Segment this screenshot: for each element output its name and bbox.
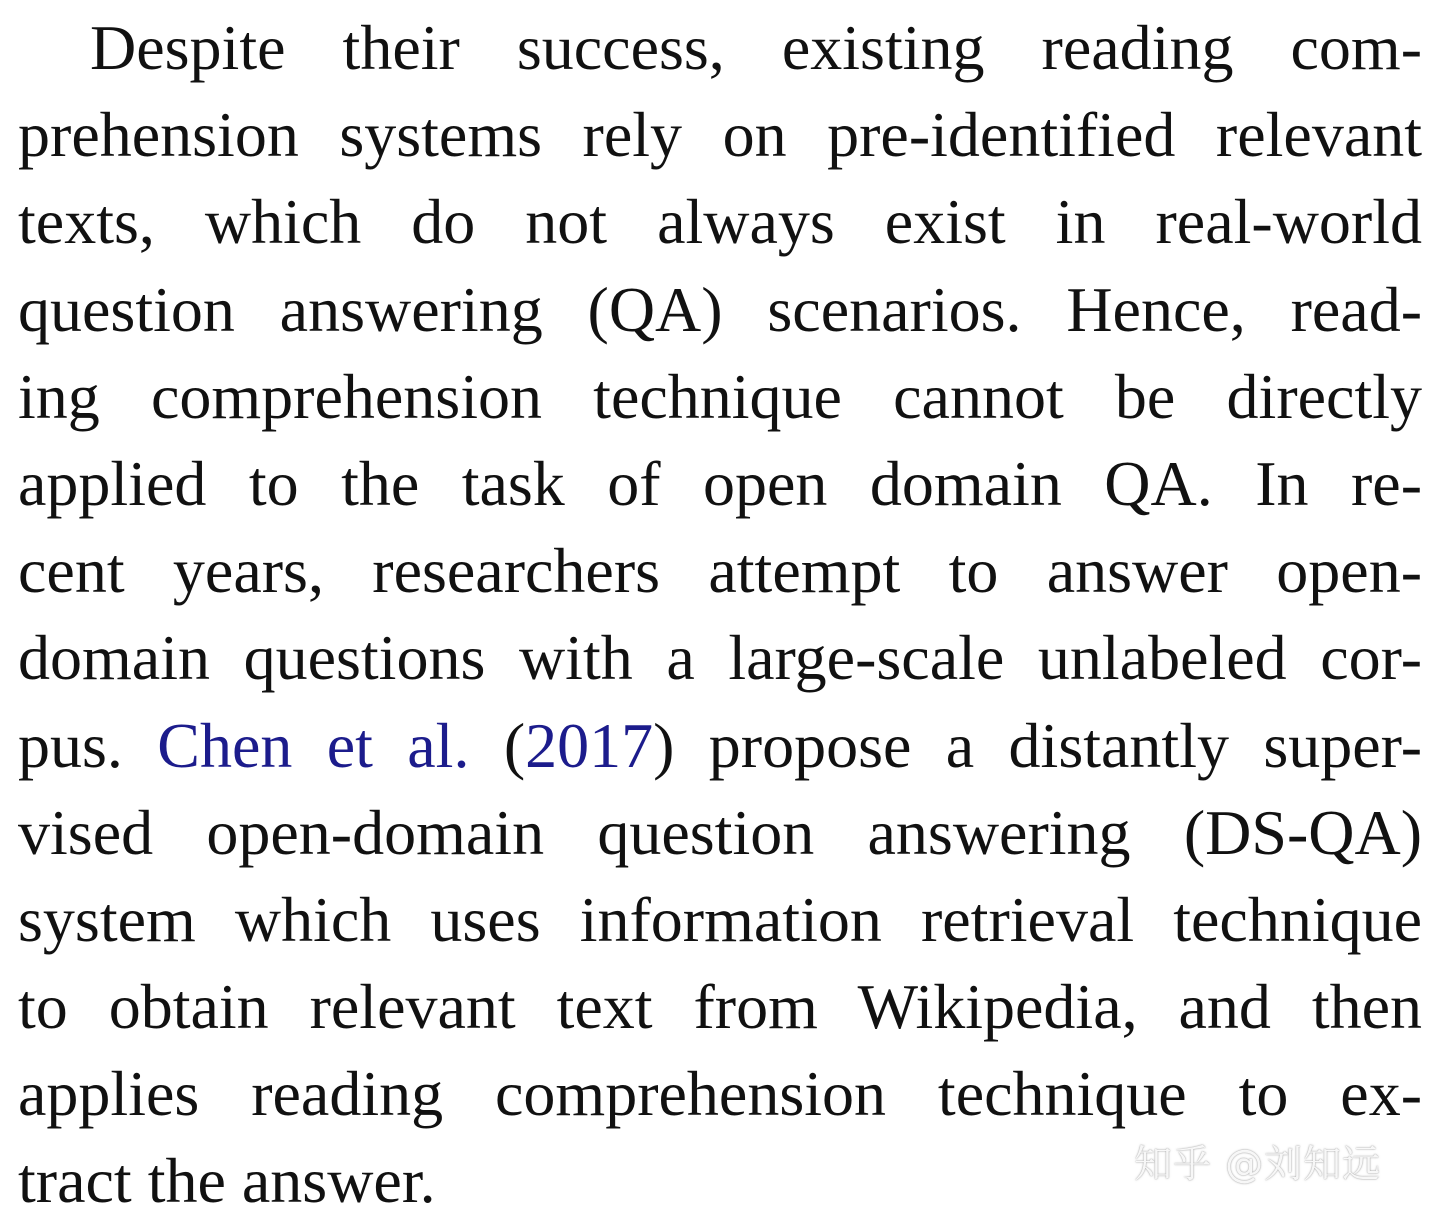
text-line-1: Despite their success, existing reading com- (90, 12, 1422, 83)
text-line-14: tract the answer. (18, 1145, 436, 1217)
text-line-10: vised open-domain question answering (DS-QA) (18, 796, 1422, 868)
text-line-12: to obtain relevant text from Wikipedia, and then (18, 971, 1422, 1043)
citation-year-link[interactable]: 2017 (525, 709, 654, 781)
text-line-11: system which uses information retrieval technique (18, 883, 1422, 955)
line-9-suffix: ) propose a distantly super- (653, 709, 1422, 781)
citation-paren-open: ( (469, 709, 526, 781)
text-line-3: texts, which do not always exist in real-world (18, 186, 1422, 258)
text-line-4: question answering (QA) scenarios. Hence, read- (18, 273, 1422, 345)
body-paragraph (18, 4, 1422, 1223)
text-line-6: applied to the task of open domain QA. In re- (18, 447, 1422, 519)
text-line-7: cent years, researchers attempt to answer open- (18, 535, 1422, 607)
citation-authors-link[interactable]: Chen et al. (157, 709, 470, 781)
text-line-8: domain questions with a large-scale unlabeled cor- (18, 622, 1422, 694)
text-line-13: applies reading comprehension technique to ex- (18, 1058, 1422, 1130)
line-9-prefix: pus. (18, 709, 158, 781)
text-line-5: ing comprehension technique cannot be directly (18, 360, 1422, 432)
text-line-2: prehension systems rely on pre-identified relevant (18, 99, 1422, 171)
zhihu-watermark: 知乎 @刘知远 (1134, 1142, 1382, 1186)
text-line-9 (18, 702, 1422, 789)
